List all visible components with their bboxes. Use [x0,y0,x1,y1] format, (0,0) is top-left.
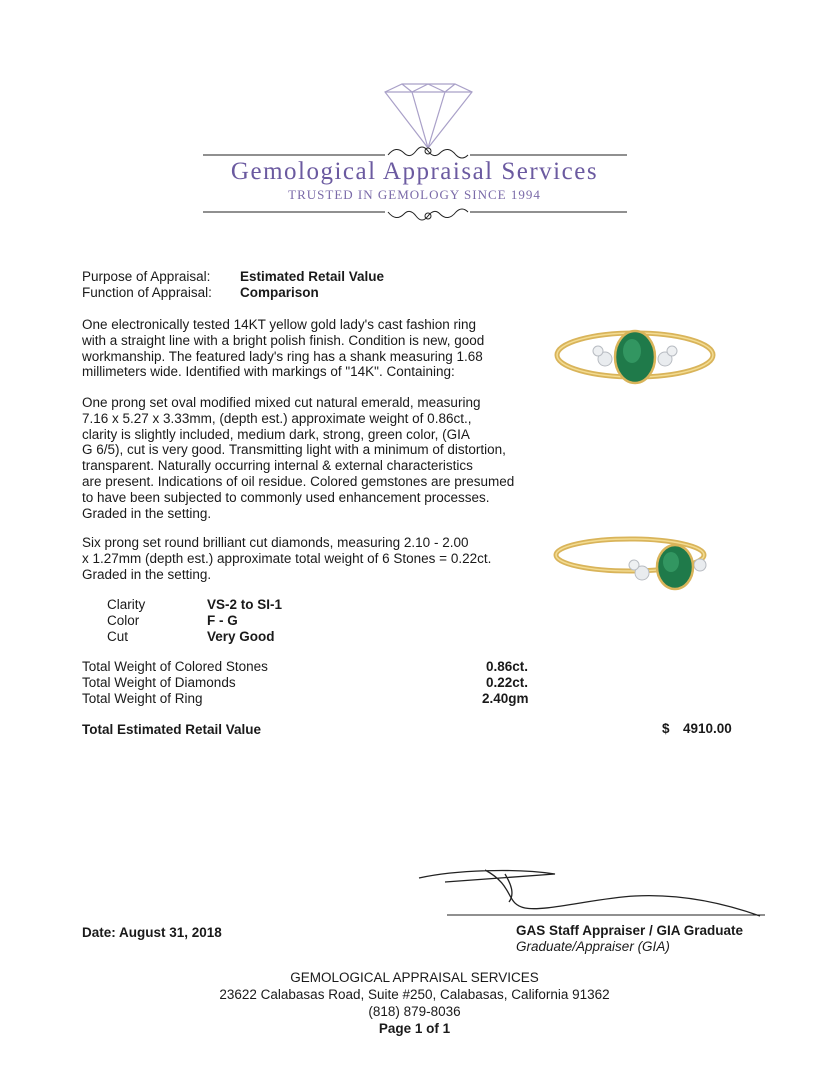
description-line: to have been subjected to commonly used enhancement processes. [82,489,490,505]
total-label: Total Estimated Retail Value [82,722,262,737]
description-line: millimeters wide. Identified with markings of "14K". Containing: [82,364,455,380]
description-line: transparent. Naturally occurring internal & external characteristics [82,458,473,474]
weight-value-colored-stones: 0.86ct. [486,659,529,674]
ring-description [82,317,532,380]
footer-address: 23622 Calabasas Road, Suite #250, Calabasas, California 91362 [219,987,610,1002]
description-line: clarity is slightly included, medium dark, strong, green color, (GIA [82,426,470,442]
purpose-label: Purpose of Appraisal: [82,269,211,284]
description-line: Graded in the setting. [82,505,212,521]
weight-value-ring: 2.40gm [482,691,529,706]
total-currency: $ [662,721,670,736]
grade-value-color: F - G [207,613,238,628]
grade-label-cut: Cut [107,629,129,644]
appraiser-title: GAS Staff Appraiser / GIA Graduate [516,923,744,938]
description-line: workmanship. The featured lady's ring has a shank measuring 1.68 [82,348,483,364]
grade-value-clarity: VS-2 to SI-1 [207,597,283,612]
footer-company: GEMOLOGICAL APPRAISAL SERVICES [290,970,539,985]
footer-phone: (818) 879-8036 [368,1004,461,1019]
appraiser-subtitle: Graduate/Appraiser (GIA) [516,939,670,954]
purpose-value: Estimated Retail Value [240,269,385,284]
grade-label-clarity: Clarity [107,597,146,612]
grade-label-color: Color [107,613,140,628]
description-line: G 6/5), cut is very good. Transmitting light with a minimum of distortion, [82,442,506,458]
weight-label-colored-stones: Total Weight of Colored Stones [82,659,268,674]
description-line: x 1.27mm (depth est.) approximate total weight of 6 Stones = 0.22ct. [82,550,492,566]
ring-photo-front [550,315,720,410]
signature [415,860,775,922]
weight-label-ring: Total Weight of Ring [82,691,203,706]
description-line: One prong set oval modified mixed cut natural emerald, measuring [82,395,481,410]
page-number: Page 1 of 1 [378,1021,451,1036]
appraisal-date: Date: August 31, 2018 [82,925,222,940]
function-label: Function of Appraisal: [82,285,212,300]
emerald-description [82,395,552,521]
company-tagline: TRUSTED IN GEMOLOGY SINCE 1994 [288,187,541,202]
function-value: Comparison [240,285,319,300]
description-line: are present. Indications of oil residue. Colored gemstones are presumed [82,473,515,489]
diamond-icon [385,84,472,148]
description-line: 7.16 x 5.27 x 3.33mm, (depth est.) approximate weight of 0.86ct., [82,410,472,426]
weight-label-diamonds: Total Weight of Diamonds [82,675,236,690]
total-value: 4910.00 [683,721,732,736]
description-line: Graded in the setting. [82,566,212,582]
weight-value-diamonds: 0.22ct. [486,675,529,690]
grade-value-cut: Very Good [207,629,275,644]
company-name: Gemological Appraisal Services [230,158,599,185]
description-line: with a straight line with a bright polish finish. Condition is new, good [82,332,485,348]
description-line: One electronically tested 14KT yellow gold lady's cast fashion ring [82,317,477,332]
description-line: Six prong set round brilliant cut diamonds, measuring 2.10 - 2.00 [82,535,469,550]
diamond-description [82,535,552,582]
ring-photo-angle [550,525,720,620]
